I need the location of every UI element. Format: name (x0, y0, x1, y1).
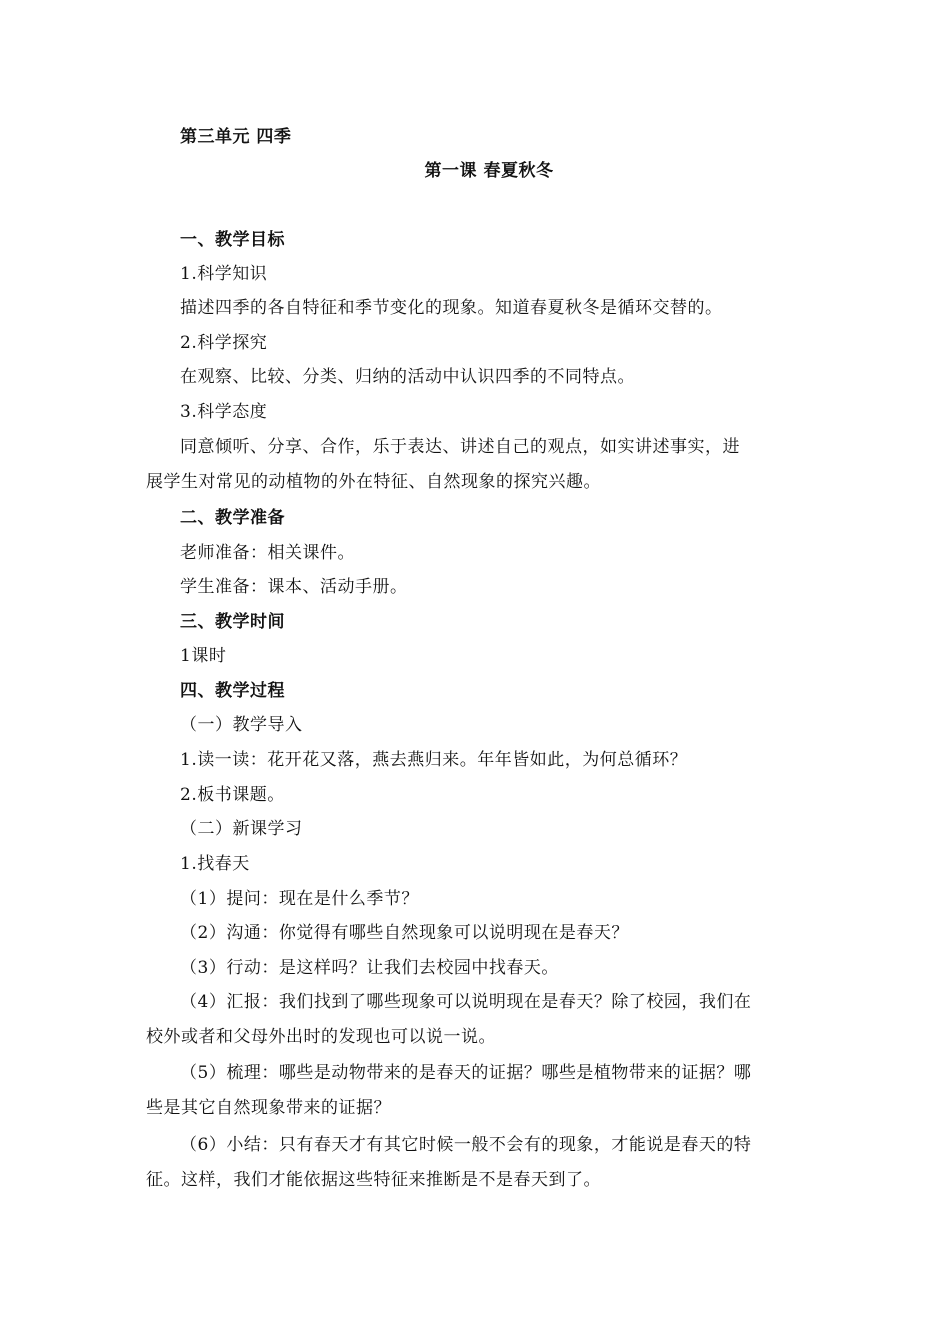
process-heading: 四、教学过程 (180, 681, 285, 701)
inquiry-heading: 2.科学探究 (180, 333, 268, 353)
find-spring-heading: 1.找春天 (180, 854, 250, 874)
intro-item-1: 1.读一读：花开花又落，燕去燕归来。年年皆如此，为何总循环？ (180, 750, 688, 770)
step-4-line-1: （4）汇报：我们找到了哪些现象可以说明现在是春天？除了校园，我们在 (180, 992, 752, 1012)
time-text: 1课时 (180, 646, 227, 666)
prep-student: 学生准备：课本、活动手册。 (180, 577, 408, 597)
step-1: （1）提问：现在是什么季节？ (180, 889, 419, 909)
step-5-line-1: （5）梳理：哪些是动物带来的是春天的证据？哪些是植物带来的证据？哪 (180, 1063, 752, 1083)
attitude-text-line-2: 展学生对常见的动植物的外在特征、自然现象的探究兴趣。 (146, 472, 601, 492)
attitude-heading: 3.科学态度 (180, 402, 268, 422)
step-6-line-1: （6）小结：只有春天才有其它时候一般不会有的现象，才能说是春天的特 (180, 1135, 752, 1155)
step-4-line-2: 校外或者和父母外出时的发现也可以说一说。 (146, 1027, 496, 1047)
intro-item-2: 2.板书课题。 (180, 785, 285, 805)
step-6-line-2: 征。这样，我们才能依据这些特征来推断是不是春天到了。 (146, 1170, 601, 1190)
knowledge-text: 描述四季的各自特征和季节变化的现象。知道春夏秋冬是循环交替的。 (180, 298, 723, 318)
new-lesson-heading: （二）新课学习 (180, 819, 303, 839)
step-2: （2）沟通：你觉得有哪些自然现象可以说明现在是春天？ (180, 923, 629, 943)
prep-heading: 二、教学准备 (180, 508, 285, 528)
inquiry-text: 在观察、比较、分类、归纳的活动中认识四季的不同特点。 (180, 367, 635, 387)
time-heading: 三、教学时间 (180, 612, 285, 632)
unit-title: 第三单元 四季 (180, 127, 292, 147)
lesson-title: 第一课 春夏秋冬 (424, 161, 554, 181)
prep-teacher: 老师准备：相关课件。 (180, 543, 355, 563)
knowledge-heading: 1.科学知识 (180, 264, 268, 284)
step-5-line-2: 些是其它自然现象带来的证据？ (146, 1098, 391, 1118)
goals-heading: 一、教学目标 (180, 230, 285, 250)
step-3: （3）行动：是这样吗？让我们去校园中找春天。 (180, 958, 559, 978)
attitude-text-line-1: 同意倾听、分享、合作，乐于表达、讲述自己的观点，如实讲述事实，进 (180, 437, 740, 457)
intro-heading: （一）教学导入 (180, 715, 303, 735)
